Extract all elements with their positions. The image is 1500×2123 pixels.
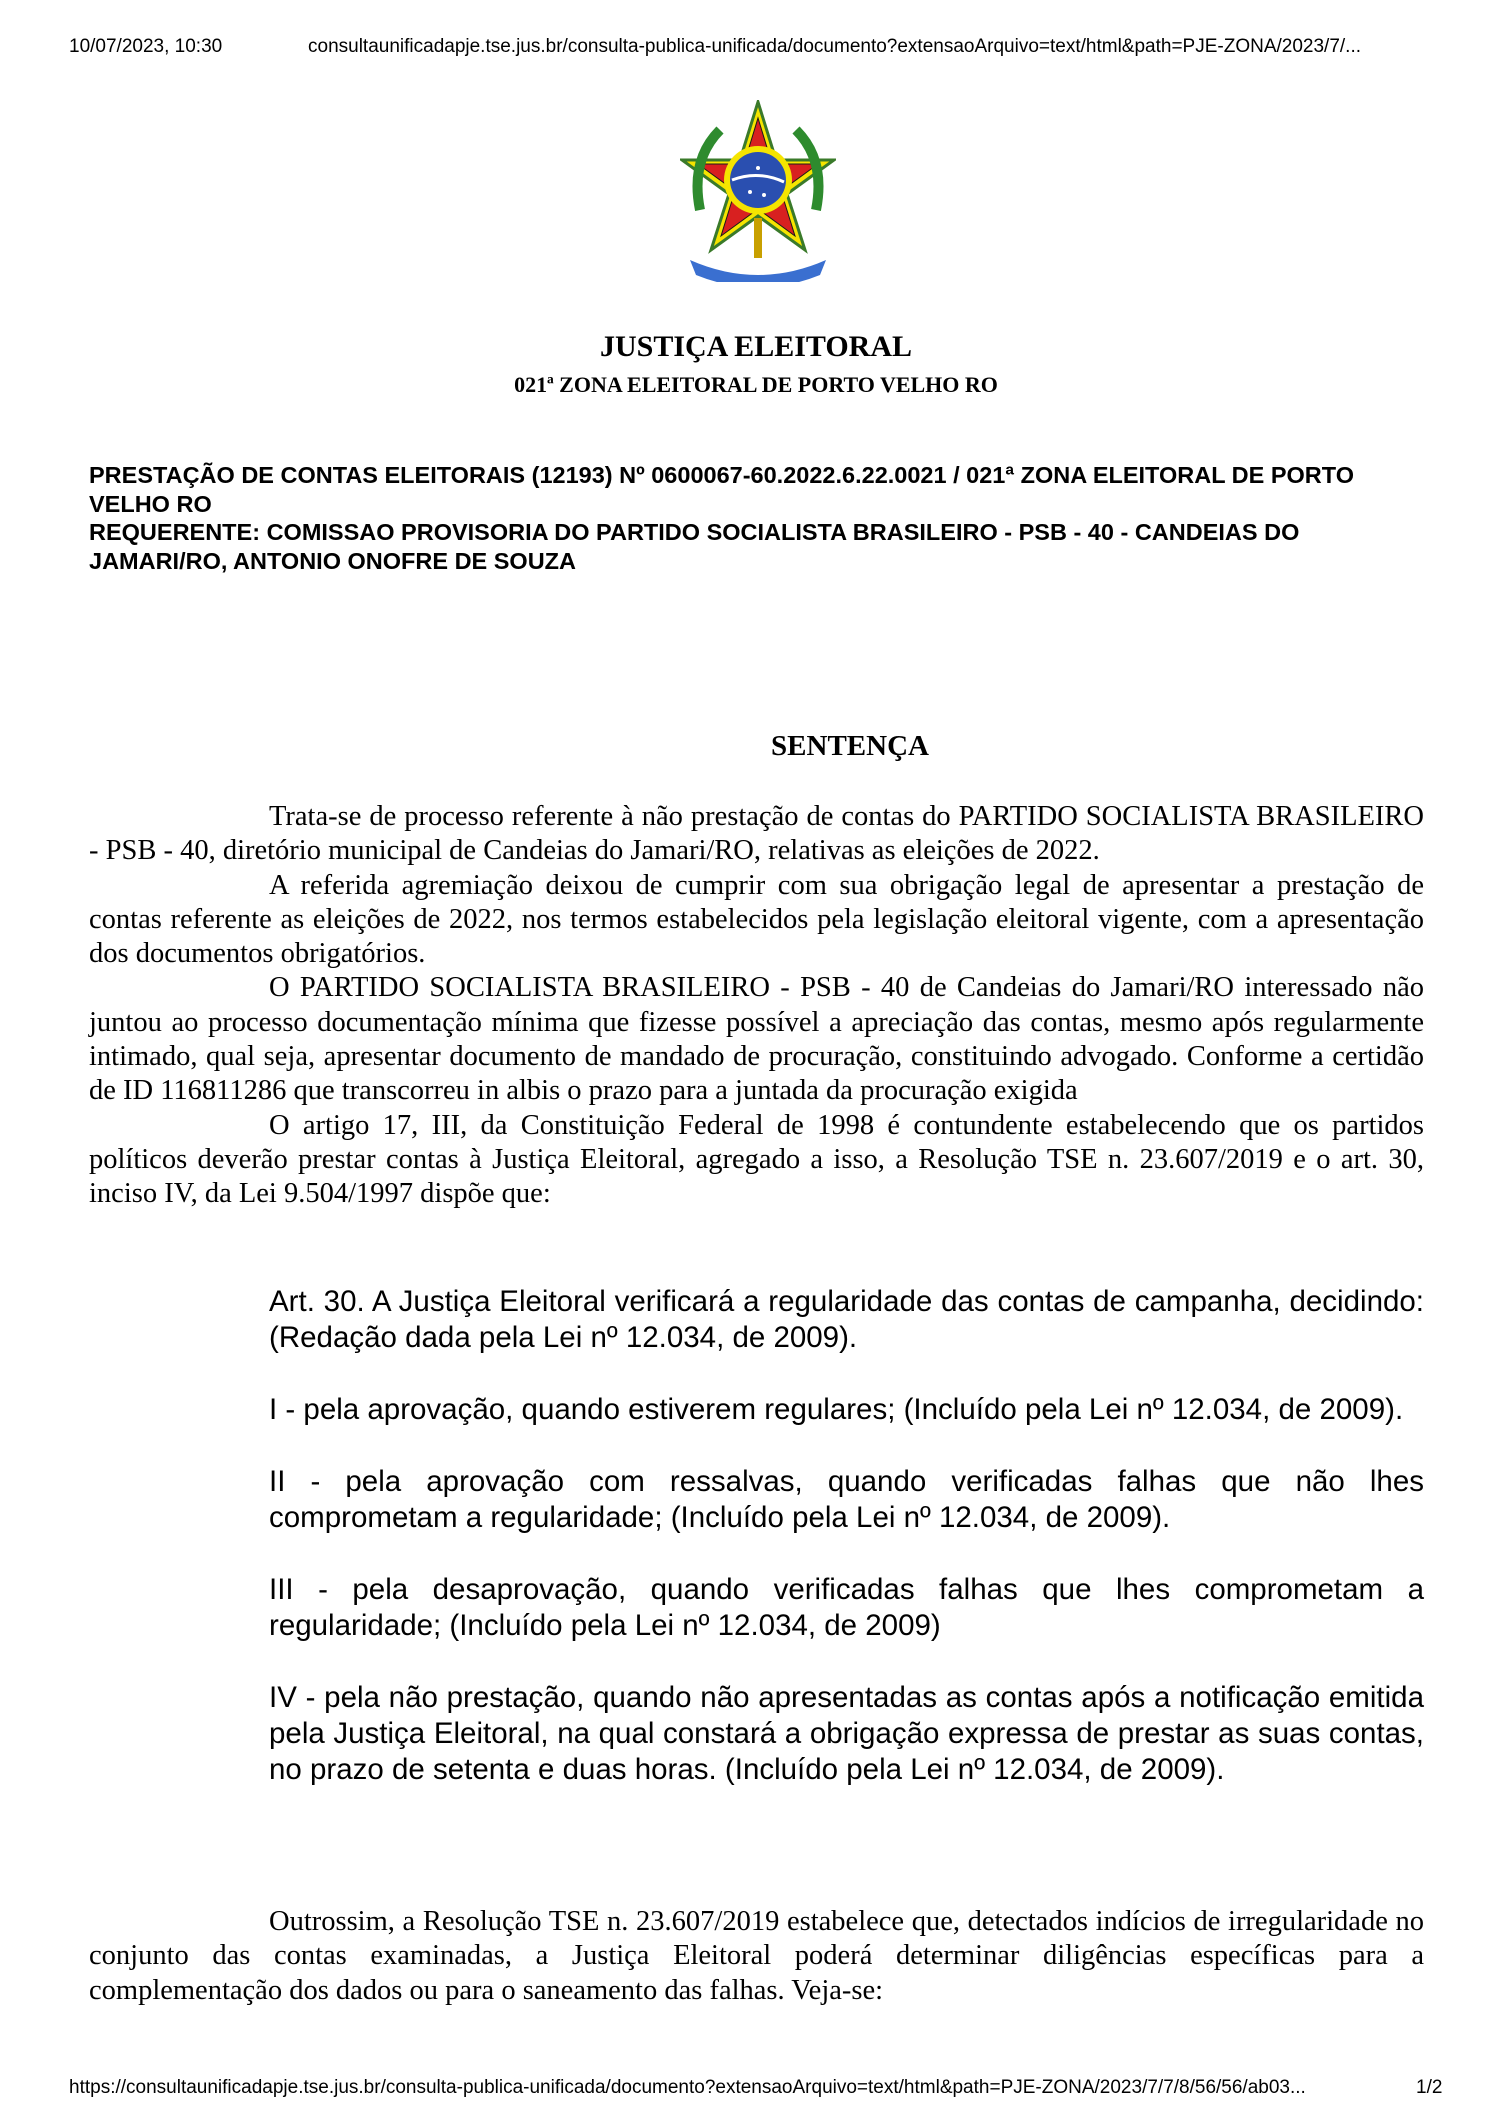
page-number: 1/2 — [1416, 2077, 1443, 2098]
quote-paragraph: I - pela aprovação, quando estiverem regulares; (Incluído pela Lei nº 12.034, de 2009). — [269, 1393, 1404, 1426]
case-header — [89, 461, 1429, 575]
electoral-zone: 021ª ZONA ELEITORAL DE PORTO VELHO RO — [514, 372, 998, 397]
sentence-body-continued — [89, 1905, 1424, 2008]
sentence-title: SENTENÇA — [771, 730, 929, 762]
case-number: PRESTAÇÃO DE CONTAS ELEITORAIS (12193) Nº 0600067-60.2022.6.22.0021 / 021ª ZONA ELEITORAL DE PORTO VELHO RO — [89, 462, 1354, 517]
law-quote — [269, 1284, 1424, 1824]
case-applicant: REQUERENTE: COMISSAO PROVISORIA DO PARTIDO SOCIALISTA BRASILEIRO - PSB - 40 - CANDEIAS DO JAMARI/RO, ANTONIO ONOFRE DE SOUZA — [89, 519, 1300, 574]
quote-paragraph: II - pela aprovação com ressalvas, quando verificadas falhas que não lhes comprometam a regularidade; (Incluído pela Lei nº 12.034, de 2009). — [269, 1465, 1424, 1534]
print-footer-url: https://consultaunificadapje.tse.jus.br/consulta-publica-unificada/documento?extensaoArquivo=text/html&path=PJE-ZONA/2023/7/7/8/56/56/ab03... — [69, 2077, 1306, 2098]
brazil-coat-of-arms-icon — [680, 100, 836, 282]
paragraph: Trata-se de processo referente à não prestação de contas do PARTIDO SOCIALISTA BRASILEIRO - PSB - 40, diretório municipal de Candeias do Jamari/RO, relativas as eleições de 2022. — [89, 801, 1424, 867]
paragraph: A referida agremiação deixou de cumprir com sua obrigação legal de apresentar a prestação de contas referente as eleições de 2022, nos termos estabelecidos pela legislação eleitoral vigente, com a apresentação dos documentos obrigatórios. — [89, 869, 1424, 970]
quote-paragraph: IV - pela não prestação, quando não apresentadas as contas após a notificação emitida pela Justiça Eleitoral, na qual constará a obrigação expressa de prestar as suas contas, no prazo de setenta e duas horas. (Incluído pela Lei nº 12.034, de 2009). — [269, 1681, 1424, 1786]
paragraph: O artigo 17, III, da Constituição Federal de 1998 é contundente estabelecendo que os partidos políticos deverão prestar contas à Justiça Eleitoral, agregado a isso, a Resolução TSE n. 23.607/2019 e o art. 30, inciso IV, da Lei 9.504/1997 dispõe que: — [89, 1109, 1424, 1210]
print-date: 10/07/2023, 10:30 — [69, 36, 223, 57]
paragraph: O PARTIDO SOCIALISTA BRASILEIRO - PSB - 40 de Candeias do Jamari/RO interessado não juntou ao processo documentação mínima que fizesse possível a apreciação das contas, mesmo após regularmente intimado, qual seja, apresentar documento de mandado de procuração, constituindo advogado. Conforme a certidão de ID 116811286 que transcorreu in albis o prazo para a juntada da procuração exigida — [89, 972, 1424, 1107]
paragraph: Outrossim, a Resolução TSE n. 23.607/2019 estabelece que, detectados indícios de irregularidade no conjunto das contas examinadas, a Justiça Eleitoral poderá determinar diligências específicas para a complementação dos dados ou para o saneamento das falhas. Veja-se: — [89, 1906, 1424, 2006]
quote-paragraph: Art. 30. A Justiça Eleitoral verificará a regularidade das contas de campanha, decidindo: (Redação dada pela Lei nº 12.034, de 2009). — [269, 1285, 1424, 1354]
quote-paragraph: III - pela desaprovação, quando verificadas falhas que lhes comprometam a regularidade; (Incluído pela Lei nº 12.034, de 2009) — [269, 1573, 1424, 1642]
print-header-url: consultaunificadapje.tse.jus.br/consulta-publica-unificada/documento?extensaoArquivo=text/html&path=PJE-ZONA/2023/7/... — [308, 36, 1361, 57]
court-title: JUSTIÇA ELEITORAL — [599, 330, 913, 363]
sentence-body — [89, 800, 1424, 1212]
